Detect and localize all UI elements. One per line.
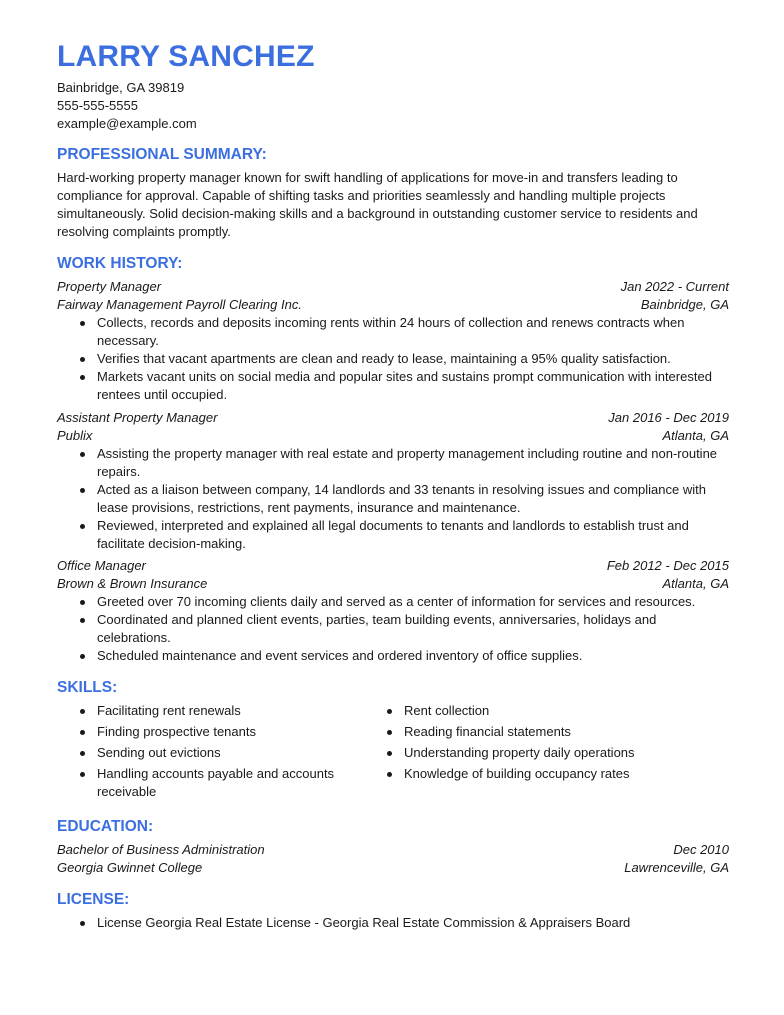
job-company: Publix [57,428,93,443]
skill-item: Knowledge of building occupancy rates [364,765,671,783]
license-heading: LICENSE: [57,891,130,908]
license-list [57,914,729,932]
license-item: License Georgia Real Estate License - Georgia Real Estate Commission & Appraisers Board [57,914,729,932]
job-role-row [57,409,729,427]
summary-text: Hard-working property manager known for swift handling of applications for move-in and transfers leading to compliance for approval. Capable of shifting tasks and priorities seamlessly and handling multiple projects simultaneously. Solid decision-making skills and a background in outstanding customer service to residents and resolving complaints promptly. [57,170,698,239]
graduation-date: Dec 2010 [673,842,729,857]
job-duties [57,593,729,665]
job-duty: Scheduled maintenance and event services and ordered inventory of office supplies. [57,647,729,665]
education-degree-row [57,841,729,859]
skills-list-left [57,702,364,804]
job-duty: Reviewed, interpreted and explained all legal documents to tenants and landlords to establish trust and facilitate decision-making. [57,517,729,553]
education-heading: EDUCATION: [57,818,154,835]
skills-list-right [364,702,671,804]
school-location: Lawrenceville, GA [624,860,729,875]
summary-heading: PROFESSIONAL SUMMARY: [57,146,267,163]
job-company: Fairway Management Payroll Clearing Inc. [57,297,302,312]
job-entry [57,557,729,665]
job-role-row [57,557,729,575]
job-title: Property Manager [57,279,162,294]
job-duty: Acted as a liaison between company, 14 landlords and 33 tenants in resolving issues and compliance with lease provisions, restrictions, rent payments, insurance and maintenance. [57,481,729,517]
job-title: Office Manager [57,558,146,573]
work-history-heading: WORK HISTORY: [57,255,183,272]
job-dates: Feb 2012 - Dec 2015 [606,558,729,573]
job-company: Brown & Brown Insurance [57,576,208,591]
education-entry [57,841,729,877]
job-dates: Jan 2022 - Current [620,279,729,294]
phone: 555-555-5555 [57,98,138,113]
job-location: Bainbridge, GA [640,297,729,312]
candidate-name: LARRY SANCHEZ [57,40,315,73]
contact-block [57,79,197,133]
skill-item: Finding prospective tenants [57,723,364,741]
job-company-row [57,427,729,445]
skill-item: Reading financial statements [364,723,671,741]
school: Georgia Gwinnet College [57,860,203,875]
job-duty: Greeted over 70 incoming clients daily and served as a center of information for services and resources. [57,593,729,611]
email: example@example.com [57,116,197,131]
job-duty: Assisting the property manager with real estate and property management including routine and non-routine repairs. [57,445,729,481]
job-role-row [57,278,729,296]
job-duties [57,314,729,404]
job-duties [57,445,729,553]
job-location: Atlanta, GA [662,428,729,443]
job-company-row [57,296,729,314]
skill-item: Rent collection [364,702,671,720]
skill-item: Sending out evictions [57,744,364,762]
job-duty: Markets vacant units on social media and popular sites and sustains prompt communication with interested rentees until occupied. [57,368,729,404]
job-location: Atlanta, GA [662,576,729,591]
job-dates: Jan 2016 - Dec 2019 [608,410,729,425]
job-entry [57,409,729,553]
education-school-row [57,859,729,877]
address: Bainbridge, GA 39819 [57,80,185,95]
skill-item: Understanding property daily operations [364,744,671,762]
degree: Bachelor of Business Administration [57,842,265,857]
skills-columns [57,702,729,804]
job-entry [57,278,729,404]
job-duty: Coordinated and planned client events, parties, team building events, anniversaries, holidays and celebrations. [57,611,729,647]
skills-heading: SKILLS: [57,679,118,696]
job-duty: Verifies that vacant apartments are clean and ready to lease, maintaining a 95% quality satisfaction. [57,350,729,368]
job-duty: Collects, records and deposits incoming rents within 24 hours of collection and renews contracts when necessary. [57,314,729,350]
job-company-row [57,575,729,593]
skill-item: Facilitating rent renewals [57,702,364,720]
job-title: Assistant Property Manager [57,410,218,425]
skill-item: Handling accounts payable and accounts receivable [57,765,364,801]
